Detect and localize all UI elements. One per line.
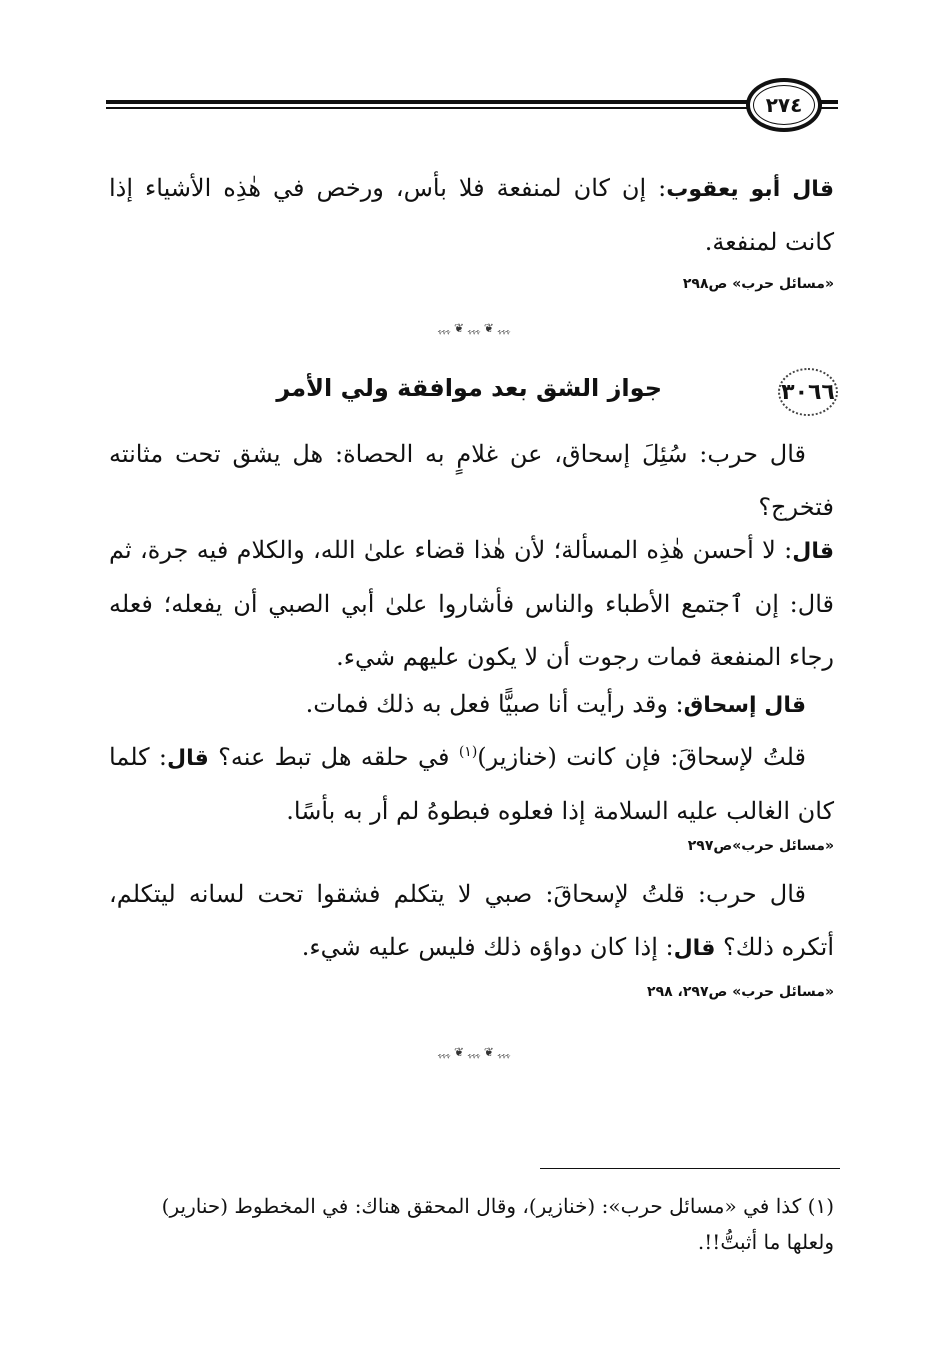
speaker-label: قال أبو يعقوب: [666, 177, 834, 202]
section-divider-ornament: ﮩﮩﮩ ❦ ﮩﮩﮩ ❦ ﮩﮩﮩ: [437, 320, 511, 335]
paragraph-4-part-c: : كلما كان الغالب عليه السلامة إذا فعلوه فبطوهُ لم أر به بأسًا.: [109, 743, 834, 825]
qala-label: قال: [792, 539, 834, 564]
paragraph-5-part-a: قال حرب: قلتُ لإسحاقَ: صبي لا يتكلم فشقوا تحت لسانه ليتكلم، أتكره ذلك؟: [109, 880, 834, 961]
paragraph-5-part-b: : إذا كان دواؤه ذلك فليس عليه شيء.: [301, 933, 674, 961]
paragraph-2: [109, 524, 834, 684]
chapter-heading: [98, 368, 838, 418]
qala-label-3: قال: [673, 936, 716, 961]
qala-ishaq-label: قال إسحاق: [683, 693, 806, 718]
source-citation-1: «مسائل حرب» ص٢٩٨: [682, 276, 834, 292]
source-citation-2: «مسائل حرب»ص٢٩٧: [687, 838, 834, 854]
paragraph-3-body: : وقد رأيت أنا صبيًّا فعل به ذلك فمات.: [305, 690, 684, 718]
paragraph-3: [109, 678, 834, 732]
paragraph-4-part-b: في حلقه هل تبط عنه؟: [208, 743, 459, 771]
footnote-1: (١) كذا في «مسائل حرب»: (خنازير)، وقال المحقق هناك: في المخطوط (حنارير) ولعلها ما أثبتُّ!!.: [161, 1194, 834, 1254]
header-rule: [106, 100, 838, 112]
section-end-ornament: ﮩﮩﮩ ❦ ﮩﮩﮩ ❦ ﮩﮩﮩ: [437, 1044, 511, 1059]
paragraph-4-part-a: قلتُ لإسحاقَ: فإن كانت (خنازير): [477, 743, 806, 771]
chapter-number-badge: [778, 368, 838, 416]
paragraph-2-body: : لا أحسن هٰذِه المسألة؛ لأن هٰذا قضاء علىٰ الله، والكلام فيه جرة، ثم قال: إن ٱجتمع الأطباء والناس فأشاروا علىٰ أبي الصبي أن يفعله؛ فعله رجاء المنفعة فمات رجوت أن لا يكون عليهم شيء.: [109, 536, 834, 671]
chapter-title: جواز الشق بعد موافقة ولي الأمر: [276, 374, 662, 402]
footnote-reference[interactable]: (١): [458, 744, 478, 760]
chapter-number: ٣٠٦٦: [781, 379, 835, 405]
page-header: [106, 76, 838, 136]
page-number: ٢٧٤: [765, 93, 803, 117]
paragraph-4: [109, 726, 834, 838]
source-citation-3: «مسائل حرب» ص٢٩٧، ٢٩٨: [647, 984, 834, 1000]
qala-label-2: قال: [167, 746, 209, 771]
paragraph-5: [109, 868, 834, 975]
page-number-badge: [746, 78, 822, 132]
paragraph-1: قال حرب: سُئِلَ إسحاق، عن غلامٍ به الحصاة: هل يشق تحت مثانته فتخرج؟: [109, 440, 834, 521]
block1-body: : إن كان لمنفعة فلا بأس، ورخص في هٰذِه الأشياء إذا كانت لمنفعة.: [109, 174, 834, 256]
footnote-separator: [540, 1168, 840, 1169]
block1-text: [109, 162, 834, 269]
